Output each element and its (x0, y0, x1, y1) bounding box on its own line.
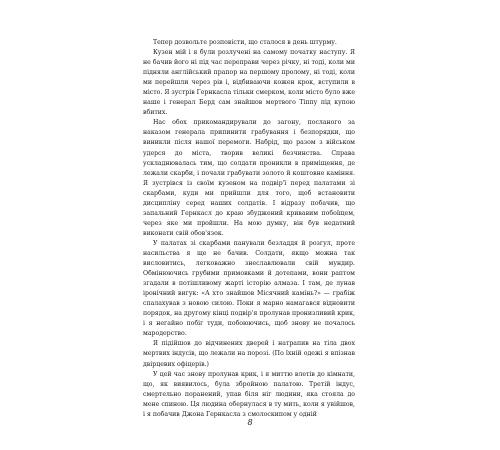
paragraph-2: Кузен мій і я були розлучені на самому початку наступу. Я не бачив його ні під час переправи через річку, ні тоді, коли ми підняли англійський прапор на першому пролому, ні тоді, коли ми перейшли через рів і, відбиваючи кожен крок, вступили в місто. Я зустрів Гернкасла тільки смерком, коли місто було вже наше і генерал Берд сам знайшов мертвого Тіппу під купою вбитих. (143, 49, 355, 117)
paragraph-3: Нас обох прикомандирували до загону, посланого за наказом генерала припинити грабування і безпорядки, що виникли після нашої перемоги. Набрід, що разом з військом удерся до міста, творив великі безчинства. Справа ускладнювалась тим, що солдати проникли в приміщення, де лежали скарби, і почали грабувати золото й коштовне каміння. Я зустрівся із своїм кузеном на подвір'ї перед палатами зі скарбами, куди ми прийшли для того, щоб встановити дисципліну серед наших солдатів. І відразу побачив, що запальний Гернкасл до краю збуджений кривавим побоїщем, через яке ми пройшли. На мою думку, він був недатний виконати свій обов'язок. (143, 119, 355, 237)
paragraph-5: Я підійшов до відчинених дверей і натрапив на тіла двох мертвих індусів, що лежали на порозі. (По їхній одежі я впізнав двірцевих офіцерів.) (143, 340, 355, 368)
paragraph-1: Тепер дозвольте розповісти, що сталося в день штурму. (153, 39, 337, 46)
page-number: 8 (247, 418, 253, 427)
paragraph-4: У палатах зі скарбами панували безладдя й розгул, проте насильства я ще не бачив. Солдати, якщо можна так висловитись, легковажно знеславлювали свій мундир. Обмінюючись грубими примовками й дотепами, вони раптом згадали в потішливому жарті історію алмаза. І там, де лунав іронічний вигук: «А хто знайшов Місячний камінь?» — грабіж спалахував з новою силою. Поки я марно намагався відновити порядок, на другому кінці подвір'я пролунав пронизливий крик, і я негайно побіг туди, побоюючись, щоб знову не почалось мародерство. (143, 239, 355, 338)
text-body (143, 38, 355, 420)
paragraph-6: У цей час знову пролунав крик, і я миттю влетів до кімнати, що, як виявилось, була збройною палатою. Третій індус, смертельно поранений, упав біля ніг людини, яка стояла до мене спиною. Ця людина обернулася в ту мить, коли я увійшов, і я побачив Джона Гернкасла з смолоскипом у одній (143, 370, 355, 418)
